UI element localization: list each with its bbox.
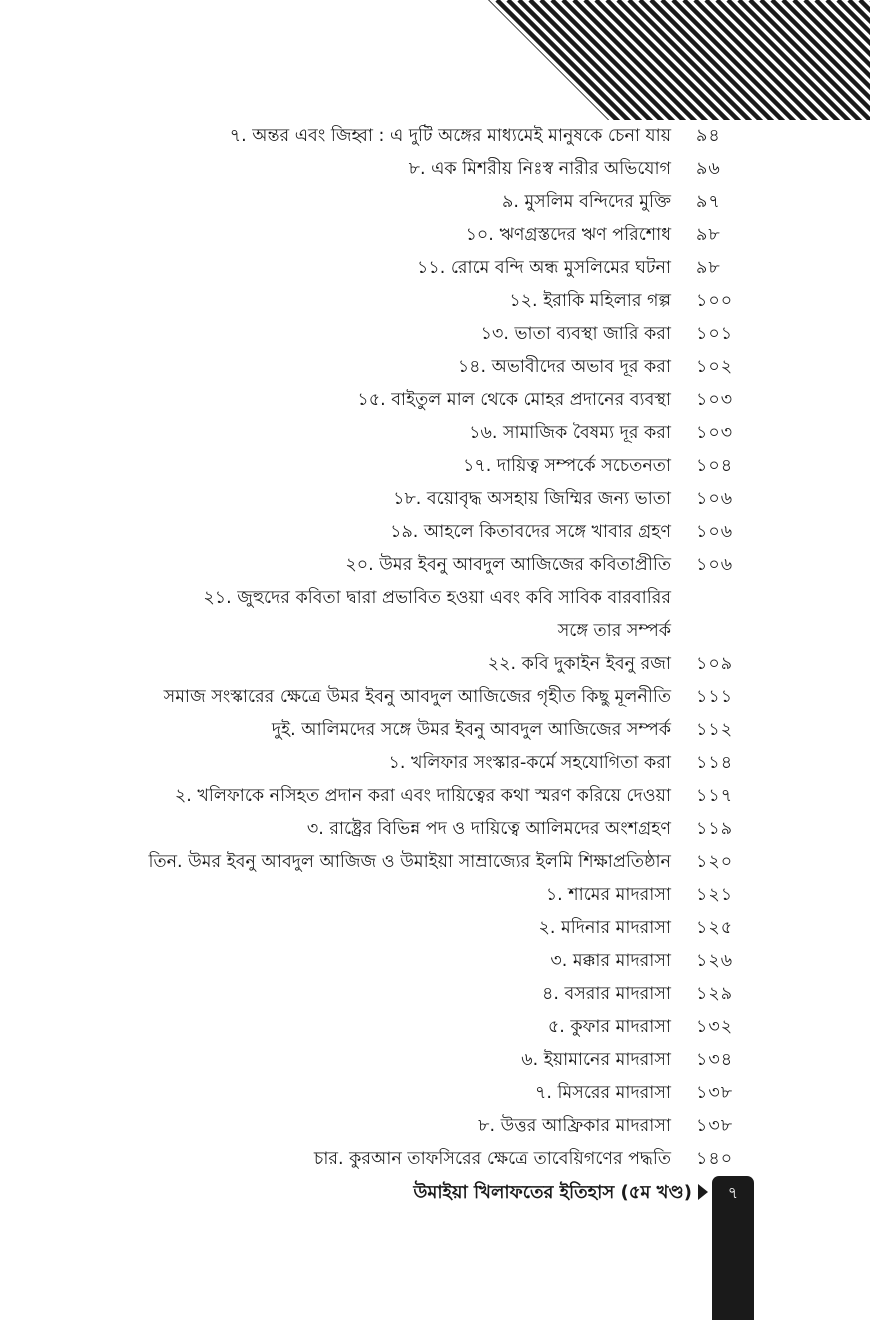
toc-entry-title: ৯. মুসলিম বন্দিদের মুক্তি xyxy=(501,192,671,212)
toc-entry-page: ১০৬ xyxy=(696,522,734,542)
toc-entry-page: ১১১ xyxy=(696,687,734,707)
toc-entry-title: ১২. ইরাকি মহিলার গল্প xyxy=(509,291,671,311)
toc-entry-page: ১৩৮ xyxy=(696,1083,734,1103)
toc-entry xyxy=(0,681,870,714)
toc-entry-title: ৬. ইয়ামানের মাদরাসা xyxy=(521,1050,671,1070)
toc-entry-title: চার. কুরআন তাফসিরের ক্ষেত্রে তাবেয়িগণের পদ্ধতি xyxy=(313,1149,671,1169)
stripe-line xyxy=(321,0,461,120)
toc-entry-title: তিন. উমর ইবনু আবদুল আজিজ ও উমাইয়া সাম্রাজ্যের ইলমি শিক্ষাপ্রতিষ্ঠান xyxy=(148,852,671,872)
toc-entry-title: দুই. আলিমদের সঙ্গে উমর ইবনু আবদুল আজিজের সম্পর্ক xyxy=(271,720,671,740)
toc-entry-page: ১০১ xyxy=(696,324,734,344)
toc-entry xyxy=(0,648,870,681)
toc-entry-page: ১২৫ xyxy=(696,918,734,938)
toc-entry xyxy=(0,483,870,516)
toc-entry-title: ৮. এক মিশরীয় নিঃস্ব নারীর অভিযোগ xyxy=(408,159,671,179)
toc-entry xyxy=(0,186,870,219)
toc-entry xyxy=(0,945,870,978)
toc-entry-title: ২০. উমর ইবনু আবদুল আজিজের কবিতাপ্রীতি xyxy=(345,555,671,575)
stripe-line xyxy=(376,0,516,120)
toc-entry-page: ১২১ xyxy=(696,885,734,905)
toc-entry-title: ৩. রাষ্ট্রের বিভিন্ন পদ ও দায়িত্বে আলিমদের অংশগ্রহণ xyxy=(306,819,671,839)
toc-entry-title: ১৭. দায়িত্ব সম্পর্কে সচেতনতা xyxy=(463,456,671,476)
toc-entry xyxy=(0,384,870,417)
toc-entry xyxy=(0,912,870,945)
toc-entry-page: ১৩৮ xyxy=(696,1116,734,1136)
toc-entry xyxy=(0,1044,870,1077)
toc-entry-page: ১০০ xyxy=(696,291,734,311)
toc-entry-title: ৪. বসরার মাদরাসা xyxy=(542,984,671,1004)
toc-entry-title: ১০. ঋণগ্রস্তদের ঋণ পরিশোধ xyxy=(465,225,671,245)
toc-entry xyxy=(0,582,870,648)
toc-entry-title: ৫. কুফার মাদরাসা xyxy=(547,1017,671,1037)
toc-entry-title: ১. খলিফার সংস্কার-কর্মে সহযোগিতা করা xyxy=(388,753,671,773)
page-number: ৭ xyxy=(727,1183,739,1202)
toc-entry xyxy=(0,153,870,186)
toc-entry xyxy=(0,780,870,813)
toc-entry-page: ৯৬ xyxy=(696,159,721,179)
triangle-arrow-icon xyxy=(698,1184,708,1200)
toc-entry xyxy=(0,978,870,1011)
toc-entry-title: ১৯. আহলে কিতাবদের সঙ্গে খাবার গ্রহণ xyxy=(390,522,671,542)
toc-entry-page: ১২০ xyxy=(696,852,734,872)
toc-entry-page: ১১৪ xyxy=(696,753,734,773)
toc-entry-page: ১৩২ xyxy=(696,1017,734,1037)
toc-entry-page: ১১২ xyxy=(696,720,734,740)
toc-entry-title: ১৩. ভাতা ব্যবস্থা জারি করা xyxy=(480,324,671,344)
toc-entry xyxy=(0,747,870,780)
table-of-contents xyxy=(0,120,870,1176)
toc-entry xyxy=(0,1077,870,1110)
toc-entry xyxy=(0,252,870,285)
toc-entry xyxy=(0,1110,870,1143)
toc-entry-page: ১০৩ xyxy=(696,423,734,443)
toc-entry xyxy=(0,846,870,879)
toc-entry-page: ১০৬ xyxy=(696,555,734,575)
toc-entry-page: ১১৭ xyxy=(696,786,734,806)
toc-entry-title: সমাজ সংস্কারের ক্ষেত্রে উমর ইবনু আবদুল আজিজের গৃহীত কিছু মূলনীতি xyxy=(163,687,671,707)
toc-entry xyxy=(0,879,870,912)
toc-entry-page: ৯৮ xyxy=(696,225,721,245)
toc-entry xyxy=(0,417,870,450)
toc-entry xyxy=(0,549,870,582)
toc-entry-page: ১০৬ xyxy=(696,489,734,509)
toc-entry xyxy=(0,120,870,153)
toc-entry-page: ১০৯ xyxy=(696,654,734,674)
toc-entry xyxy=(0,318,870,351)
toc-entry-title: ২২. কবি দুকাইন ইবনু রজা xyxy=(487,654,671,674)
page-number-tab xyxy=(712,1176,754,1320)
toc-entry xyxy=(0,351,870,384)
toc-entry-page: ১০৩ xyxy=(696,390,734,410)
toc-entry-title: ১৮. বয়োবৃদ্ধ অসহায় জিম্মির জন্য ভাতা xyxy=(393,489,671,509)
toc-entry-page: ১০২ xyxy=(696,357,734,377)
toc-entry-page: ৯৪ xyxy=(696,126,721,146)
stripe-line xyxy=(288,0,428,120)
stripe-line xyxy=(299,0,439,120)
toc-entry-title: ১. শামের মাদরাসা xyxy=(545,885,671,905)
toc-entry-title: ২১. জুহুদের কবিতা দ্বারা প্রভাবিত হওয়া এবং কবি সাবিক বারবারির সঙ্গে তার সম্পর্ক xyxy=(203,588,671,641)
toc-entry-title: ১৪. অভাবীদের অভাব দূর করা xyxy=(457,357,671,377)
book-title: উমাইয়া খিলাফতের ইতিহাস (৫ম খণ্ড) xyxy=(413,1182,692,1203)
toc-entry xyxy=(0,813,870,846)
toc-entry xyxy=(0,714,870,747)
toc-entry-title: ৩. মক্কার মাদরাসা xyxy=(550,951,671,971)
toc-entry-page: ৯৮ xyxy=(696,258,721,278)
toc-entry xyxy=(0,516,870,549)
toc-entry-title: ৭. অন্তর এবং জিহ্বা : এ দুটি অঙ্গের মাধ্যমেই মানুষকে চেনা যায় xyxy=(229,126,671,146)
toc-entry xyxy=(0,1011,870,1044)
stripe-line xyxy=(365,0,505,120)
toc-entry-page: ১০৪ xyxy=(696,456,734,476)
toc-entry-page: ১৩৪ xyxy=(696,1050,734,1070)
toc-entry-title: ৮. উত্তর আফ্রিকার মাদরাসা xyxy=(478,1116,671,1136)
toc-entry xyxy=(0,219,870,252)
stripe-line xyxy=(354,0,494,120)
stripe-line xyxy=(332,0,472,120)
toc-entry-title: ১৫. বাইতুল মাল থেকে মোহর প্রদানের ব্যবস্থা xyxy=(357,390,671,410)
toc-entry-title: ১১. রোমে বন্দি অন্ধ মুসলিমের ঘটনা xyxy=(416,258,671,278)
toc-entry-title: ২. খলিফাকে নসিহত প্রদান করা এবং দায়িত্বের কথা স্মরণ করিয়ে দেওয়া xyxy=(174,786,671,806)
toc-entry xyxy=(0,285,870,318)
toc-entry-title: ৭. মিসরের মাদরাসা xyxy=(535,1083,671,1103)
stripe-line xyxy=(343,0,483,120)
toc-entry-page: ১৪০ xyxy=(696,1149,734,1169)
toc-entry-page: ১১৯ xyxy=(696,819,734,839)
diagonal-stripes-decoration xyxy=(0,0,870,120)
toc-entry-page: ১২৬ xyxy=(696,951,734,971)
toc-entry xyxy=(0,450,870,483)
toc-entry-page: ৯৭ xyxy=(696,192,721,212)
stripe-line xyxy=(310,0,450,120)
toc-entry-title: ১৬. সামাজিক বৈষম্য দূর করা xyxy=(469,423,671,443)
toc-entry-page: ১২৯ xyxy=(696,984,734,1004)
toc-entry-title: ২. মদিনার মাদরাসা xyxy=(538,918,671,938)
